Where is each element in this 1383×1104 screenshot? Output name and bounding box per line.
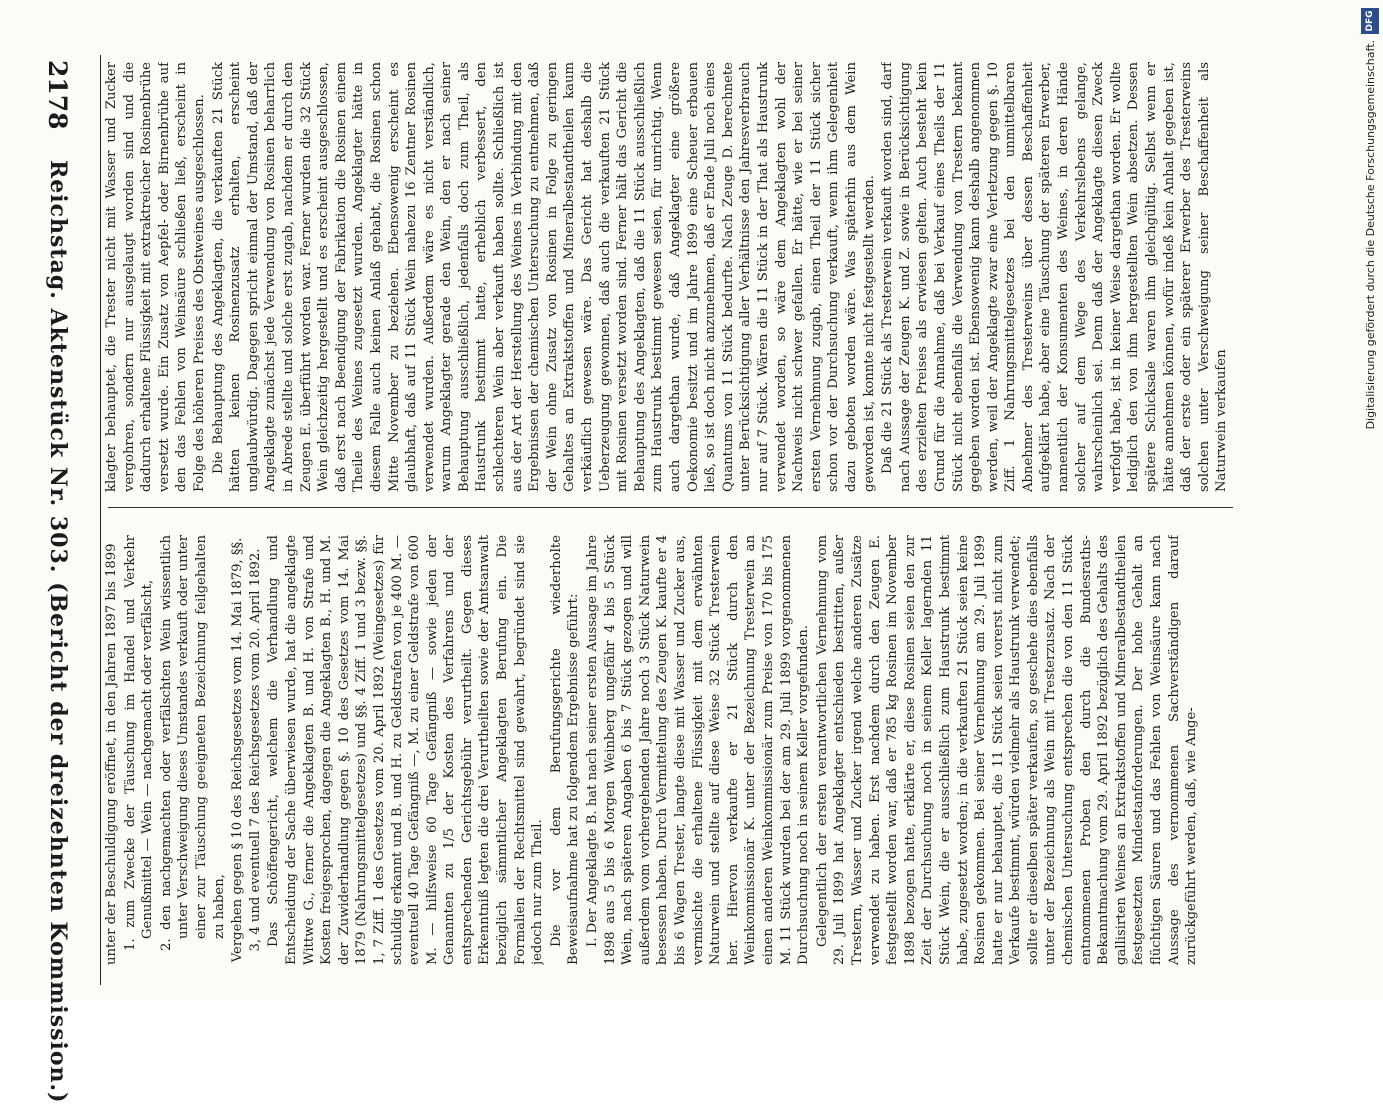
page-header (23, 0, 93, 1104)
paragraph: Das Schöffengericht, welchem die Verhandlung und Entscheidung der Sache überwiesen wurde, hat die angeklagte Wittwe G., ferner die Angeklagten B. und H. von Strafe und Kosten freigesprochen, dagegen die Angeklagten B., H. und M. der Zuwiderhandlung gegen §. 10 des Gesetzes vom 14. Mai 1879 (Nahrungsmittelgesetzes) und §§. 4 Ziff. 1 und 3 bezw. §§. 1, 7 Ziff. 1 des Gesetzes vom 20. April 1892 (Weingesetzes) für schuldig erkannt und B. und H. zu Geldstrafen von je 400 M. — eventuell 40 Tage Gefängniß —, M. zu einer Geldstrafe von 600 M. — hilfsweise 60 Tage Gefängniß — sowie jeden der Genannten zu 1/5 der Kosten des Verfahrens und der entsprechenden Gerichtsgebühr verurtheilt. Gegen dieses Erkenntniß legten die drei Verurtheilten sowie der Amtsanwalt bezüglich sämmtlicher Angeklagten Berufung ein. Die Formalien der Rechtsmittel sind gewahrt, begründet sind sie jedoch nur zum Theil. (266, 535, 546, 965)
paragraph: 1. zum Zwecke der Täuschung im Handel und Verkehr Genußmittel — Wein — nachgemacht oder verfälscht, (122, 535, 156, 951)
paragraph: Die Behauptung des Angeklagten, die verkauften 21 Stück hätten keinen Rosinenzusatz erhalten, erscheint unglaubwürdig. Dagegen spricht einmal der Umstand, daß der Angeklagte zunächst jede Verwendung von Rosinen beharrlich in Abrede stellte und solche erst zugab, nachdem er durch den Zeugen E. überführt worden war. Ferner wurden die 32 Stück Wein gleichzeitig hergestellt und es erscheint ausgeschlossen, daß erst nach Beendigung der Fabrikation die Rosinen einem Theile des Weines zugesetzt wurden. Angeklagter hätte in diesem Falle auch keinen Anlaß gehabt, die Rosinen schon Mitte November zu beziehen. Ebensowenig erscheint es glaubhaft, daß auf 11 Stück Wein nahezu 16 Zentner Rosinen verwendet wurden. Außerdem wäre es nicht verständlich, warum Angeklagter gerade den Wein, den er nach seiner Behauptung ausschließlich, jedenfalls doch zum Theil, als Haustrunk bestimmt hatte, erheblich verbessert, den schlechteren Wein aber verkauft haben sollte. Schließlich ist aus der Art der Herstellung des Weines in Verbindung mit den Ergebnissen der chemischen Untersuchung zu entnehmen, daß der Wein ohne Zusatz von Rosinen in Folge zu geringen Gehaltes an Extraktstoffen und Mineralbestandtheilen kaum verkäuflich gewesen wäre. Das Gericht hat deshalb die Ueberzeugung gewonnen, daß auch die verkauften 21 Stück mit Rosinen versetzt worden sind. Ferner hält das Gericht die Behauptung des Angeklagten, daß die 11 Stück ausschließlich zum Haustrunk bestimmt gewesen seien, für unrichtig. Wenn auch dargethan wurde, daß Angeklagter eine größere Oekonomie besitzt und im Jahre 1899 eine Scheuer erbauen ließ, so ist doch nicht anzunehmen, daß er Ende Juli noch eines Quantums von 11 Stück bedurfte. Nach Zeuge D. berechnete unter Berücksichtigung aller Verhältnisse den Jahresverbrauch nur auf 7 Stück. Wären die 11 Stück in der That als Haustrunk verwendet worden, so wäre dem Angeklagten wohl der Nachweis nicht schwer gefallen. Er hätte, wie er bei seiner ersten Vernehmung zugab, einen Theil der 11 Stück sicher schon vor der Durchsuchung verkauft, wenn ihm Gelegenheit dazu geboten worden wäre. Was späterhin aus dem Wein geworden ist, konnte nicht festgestellt werden. (210, 62, 877, 492)
page-number: 2178 (43, 60, 73, 130)
paragraph: 2. den nachgemachten oder verfälschten Wein wissentlich unter Verschweigung dieses Umstandes verkauft oder unter einer zur Täuschung geeigneten Bezeichnung feilgehalten zu haben, (158, 535, 227, 951)
running-head: Reichstag. Aktenstück Nr. 303. (Bericht der dreizehnten Kommission.) (45, 160, 71, 1104)
column-divider (108, 507, 1233, 508)
paragraph: klagter behauptet, die Trester nicht mit Wasser und Zucker vergohren, sondern nur ausgelaugt worden sind und die dadurch erhaltene Flüssigkeit mit extraktreicher Rosinenbrühe versetzt wurde. Ein Zusatz von Aepfel- oder Birnenbrühe auf den das Fehlen von Weinsäure schließen ließ, erscheint in Folge des höheren Preises des Obstweines ausgeschlossen. (104, 62, 207, 492)
paragraph: I. Der Angeklagte B. hat nach seiner ersten Aussage im Jahre 1898 aus 5 bis 6 Morgen Weinberg ungefähr 4 bis 5 Stück Wein, nach späteren Angaben 6 bis 7 Stück gezogen und will außerdem vom vorhergehenden Jahre noch 3 Stück Naturwein besessen haben. Durch Vermittelung des Zeugen K. kaufte er 4 bis 6 Wagen Trester, langte diese mit Wasser und Zucker aus, vermischte die erhaltene Flüssigkeit mit dem erwähnten Naturwein und stellte auf diese Weise 32 Stück Tresterwein her. Hiervon verkaufte er 21 Stück durch den Weinkommissionär K. unter der Bezeichnung Tresterwein an einen anderen Weinkommissionär zum Preise von 170 bis 175 M. 11 Stück wurden bei der am 29. Juli 1899 vorgenommenen Durchsuchung noch in seinem Keller vorgefunden. (585, 535, 812, 965)
left-text-column (103, 535, 1338, 965)
paragraph: Gelegentlich der ersten verantwortlichen Vernehmung vom 29. Juli 1899 hat Angeklagter entschieden bestritten, außer Trestern, Wasser und Zucker irgend welche anderen Zusätze verwendet zu haben. Erst nachdem durch den Zeugen E. festgestellt worden war, daß er 785 kg Rosinen im November 1898 bezogen hatte, erklärte er, diese Rosinen seien den zur Zeit der Durchsuchung noch in seinem Keller lagernden 11 Stück Wein, die er ausschließlich zum Haustrunk bestimmt habe, zugesetzt worden; in die verkauften 21 Stück seien keine Rosinen gekommen. Bei seiner Vernehmung am 29. Juli 1899 hatte er nur behauptet, die 11 Stück seien vorerst nicht zum Verkaufe bestimmt, würden vielmehr als Haustrunk verwendet; sollte er dieselben später verkaufen, so geschehe dies ebenfalls unter der Bezeichnung als Wein mit Tresterzusatz. Nach der chemischen Untersuchung entsprechen die von den 11 Stück entnommenen Proben den durch die Bundesraths-Bekanntmachung vom 29. April 1892 bezüglich des Gehalts des gallisirten Weines an Extraktstoffen und Mineralbestandtheilen festgesetzten Mindestanforderungen. Der hohe Gehalt an flüchtigen Säuren und das Fehlen von Weinsäure kann nach Aussage des vernommenen Sachverständigen darauf zurückgeführt werden, daß, wie Ange- (814, 535, 1200, 965)
paragraph: Vergehen gegen § 10 des Reichsgesetzes vom 14. Mai 1879, §§. 3, 4 und eventuell 7 des Reichsgesetzes vom 20. April 1892. (230, 537, 263, 963)
dfg-logo: DFG (1361, 8, 1379, 34)
paragraph: unter der Beschuldigung eröffnet, in den Jahren 1897 bis 1899 (104, 543, 119, 965)
header-rule (100, 55, 101, 985)
footer-credit: Digitalisierung gefördert durch die Deutsche Forschungsgemeinschaft. (1364, 40, 1377, 430)
digitization-footer (1355, 0, 1383, 1000)
right-text-column (103, 62, 1338, 492)
paragraph: Daß die 21 Stück als Tresterwein verkauft worden sind, darf nach Aussage der Zeugen K. und Z. sowie in Berücksichtigung des erzielten Preises als erwiesen gelten. Auch besteht kein Grund für die Annahme, daß bei Verkauf eines Theils der 11 Stück nicht ebenfalls die Verwendung von Trestern bekannt gegeben worden ist. Ebensowenig kann deshalb angenommen werden, weil der Angeklagte zwar eine Verletzung gegen §. 10 Ziff. 1 Nahrungsmittelgesetzes bei den unmittelbaren Abnehmer des Tresterweins über dessen Beschaffenheit aufgeklärt habe, aber eine Täuschung der späteren Erwerber, namentlich der Konsumenten des Weines, in deren Hände solcher auf dem Wege des Verkehrslebens gelange, wahrscheinlich sei. Denn daß der Angeklagte diesen Zweck verfolgt habe, ist in keiner Weise dargethan worden. Er wollte lediglich den von ihm hergestellten Wein absetzen. Dessen spätere Schicksale waren ihm gleichgültig. Selbst wenn er hätte annehmen können, wofür indeß kein Anhalt gegeben ist, daß der erste oder ein späterer Erwerber des Tresterweins solchen unter Verschweigung seiner Beschaffenheit als Naturwein verkaufen (880, 62, 1230, 492)
paragraph: Die vor dem Berufungsgerichte wiederholte Beweisaufnahme hat zu folgendem Ergebnisse geführt: (548, 535, 582, 965)
